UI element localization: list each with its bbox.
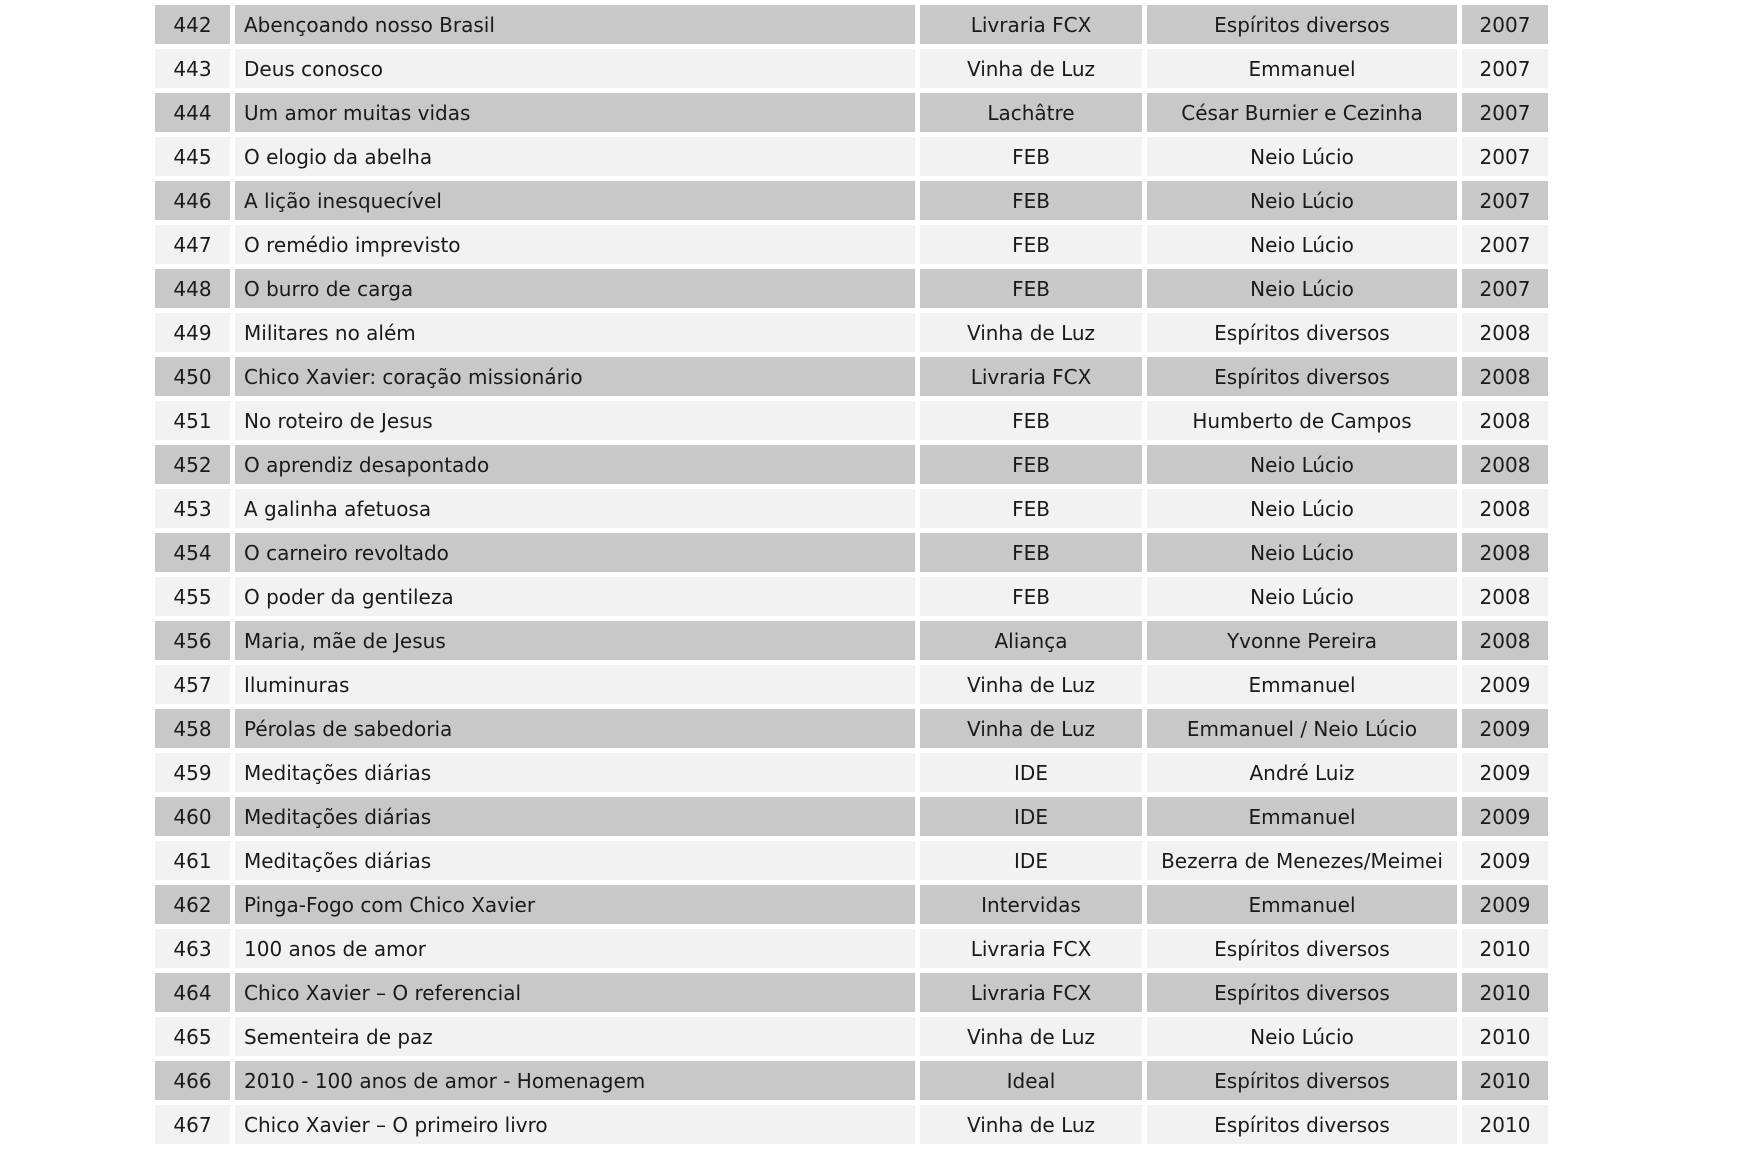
table-row <box>155 973 1548 1012</box>
row-number: 446 <box>155 181 230 220</box>
book-year: 2010 <box>1462 1105 1548 1144</box>
book-year: 2007 <box>1462 181 1548 220</box>
row-number: 447 <box>155 225 230 264</box>
book-author: André Luiz <box>1147 753 1457 792</box>
book-publisher: Ideal <box>920 1061 1142 1100</box>
book-year: 2009 <box>1462 841 1548 880</box>
book-publisher: Vinha de Luz <box>920 313 1142 352</box>
table-row <box>155 621 1548 660</box>
table-row <box>155 5 1548 44</box>
book-title: Meditações diárias <box>235 841 915 880</box>
book-title: No roteiro de Jesus <box>235 401 915 440</box>
book-year: 2010 <box>1462 973 1548 1012</box>
table-row <box>155 225 1548 264</box>
book-year: 2008 <box>1462 577 1548 616</box>
book-title: 100 anos de amor <box>235 929 915 968</box>
book-author: César Burnier e Cezinha <box>1147 93 1457 132</box>
book-year: 2008 <box>1462 489 1548 528</box>
row-number: 443 <box>155 49 230 88</box>
table-row <box>155 533 1548 572</box>
table-row <box>155 709 1548 748</box>
book-title: Chico Xavier – O referencial <box>235 973 915 1012</box>
row-number: 457 <box>155 665 230 704</box>
book-publisher: IDE <box>920 841 1142 880</box>
row-number: 449 <box>155 313 230 352</box>
book-table-body <box>155 5 1548 1144</box>
book-year: 2008 <box>1462 401 1548 440</box>
table-row <box>155 445 1548 484</box>
book-title: Chico Xavier: coração missionário <box>235 357 915 396</box>
table-row <box>155 577 1548 616</box>
book-author: Emmanuel <box>1147 797 1457 836</box>
row-number: 461 <box>155 841 230 880</box>
book-publisher: Livraria FCX <box>920 973 1142 1012</box>
book-title: Iluminuras <box>235 665 915 704</box>
table-row <box>155 665 1548 704</box>
book-author: Neio Lúcio <box>1147 489 1457 528</box>
row-number: 442 <box>155 5 230 44</box>
table-row <box>155 401 1548 440</box>
book-publisher: Intervidas <box>920 885 1142 924</box>
table-row <box>155 93 1548 132</box>
row-number: 453 <box>155 489 230 528</box>
book-year: 2009 <box>1462 885 1548 924</box>
row-number: 462 <box>155 885 230 924</box>
table-row <box>155 489 1548 528</box>
table-row <box>155 49 1548 88</box>
row-number: 458 <box>155 709 230 748</box>
table-row <box>155 269 1548 308</box>
book-title: Militares no além <box>235 313 915 352</box>
row-number: 466 <box>155 1061 230 1100</box>
book-publisher: FEB <box>920 445 1142 484</box>
book-year: 2010 <box>1462 1017 1548 1056</box>
table-row <box>155 885 1548 924</box>
book-year: 2009 <box>1462 797 1548 836</box>
row-number: 444 <box>155 93 230 132</box>
book-title: Deus conosco <box>235 49 915 88</box>
row-number: 445 <box>155 137 230 176</box>
book-author: Espíritos diversos <box>1147 929 1457 968</box>
book-author: Neio Lúcio <box>1147 269 1457 308</box>
book-publisher: Aliança <box>920 621 1142 660</box>
row-number: 464 <box>155 973 230 1012</box>
book-publisher: IDE <box>920 797 1142 836</box>
book-author: Espíritos diversos <box>1147 1061 1457 1100</box>
row-number: 456 <box>155 621 230 660</box>
book-title: 2010 - 100 anos de amor - Homenagem <box>235 1061 915 1100</box>
book-title: Um amor muitas vidas <box>235 93 915 132</box>
row-number: 450 <box>155 357 230 396</box>
book-year: 2007 <box>1462 269 1548 308</box>
book-year: 2007 <box>1462 49 1548 88</box>
book-title: Maria, mãe de Jesus <box>235 621 915 660</box>
book-author: Emmanuel <box>1147 885 1457 924</box>
book-author: Neio Lúcio <box>1147 137 1457 176</box>
book-publisher: FEB <box>920 489 1142 528</box>
book-year: 2008 <box>1462 533 1548 572</box>
book-title: O aprendiz desapontado <box>235 445 915 484</box>
table-row <box>155 1061 1548 1100</box>
row-number: 467 <box>155 1105 230 1144</box>
book-title: Meditações diárias <box>235 797 915 836</box>
book-publisher: FEB <box>920 577 1142 616</box>
book-author: Emmanuel <box>1147 49 1457 88</box>
book-title: O poder da gentileza <box>235 577 915 616</box>
table-row <box>155 1105 1548 1144</box>
table-row <box>155 797 1548 836</box>
book-year: 2010 <box>1462 929 1548 968</box>
book-publisher: FEB <box>920 533 1142 572</box>
table-row <box>155 753 1548 792</box>
table-row <box>155 137 1548 176</box>
book-year: 2009 <box>1462 665 1548 704</box>
book-year: 2007 <box>1462 5 1548 44</box>
row-number: 454 <box>155 533 230 572</box>
table-row <box>155 841 1548 880</box>
book-table <box>150 0 1553 1149</box>
book-publisher: Livraria FCX <box>920 5 1142 44</box>
book-publisher: Vinha de Luz <box>920 709 1142 748</box>
book-author: Espíritos diversos <box>1147 357 1457 396</box>
book-publisher: FEB <box>920 181 1142 220</box>
table-row <box>155 181 1548 220</box>
row-number: 463 <box>155 929 230 968</box>
table-row <box>155 313 1548 352</box>
row-number: 459 <box>155 753 230 792</box>
book-author: Espíritos diversos <box>1147 313 1457 352</box>
table-row <box>155 929 1548 968</box>
book-title: O burro de carga <box>235 269 915 308</box>
book-title: Meditações diárias <box>235 753 915 792</box>
row-number: 448 <box>155 269 230 308</box>
book-year: 2008 <box>1462 313 1548 352</box>
book-publisher: IDE <box>920 753 1142 792</box>
book-title: Sementeira de paz <box>235 1017 915 1056</box>
book-title: A galinha afetuosa <box>235 489 915 528</box>
book-title: Pérolas de sabedoria <box>235 709 915 748</box>
row-number: 451 <box>155 401 230 440</box>
book-publisher: Livraria FCX <box>920 357 1142 396</box>
row-number: 452 <box>155 445 230 484</box>
book-author: Neio Lúcio <box>1147 533 1457 572</box>
book-title: O remédio imprevisto <box>235 225 915 264</box>
book-year: 2008 <box>1462 621 1548 660</box>
book-author: Espíritos diversos <box>1147 973 1457 1012</box>
book-publisher: Vinha de Luz <box>920 49 1142 88</box>
book-author: Neio Lúcio <box>1147 445 1457 484</box>
book-title: Abençoando nosso Brasil <box>235 5 915 44</box>
book-year: 2010 <box>1462 1061 1548 1100</box>
book-title: O elogio da abelha <box>235 137 915 176</box>
book-year: 2008 <box>1462 445 1548 484</box>
book-title: Chico Xavier – O primeiro livro <box>235 1105 915 1144</box>
book-publisher: FEB <box>920 225 1142 264</box>
book-year: 2007 <box>1462 93 1548 132</box>
book-publisher: Livraria FCX <box>920 929 1142 968</box>
table-row <box>155 1017 1548 1056</box>
book-author: Neio Lúcio <box>1147 577 1457 616</box>
book-author: Neio Lúcio <box>1147 1017 1457 1056</box>
row-number: 465 <box>155 1017 230 1056</box>
book-author: Neio Lúcio <box>1147 225 1457 264</box>
book-publisher: FEB <box>920 269 1142 308</box>
book-author: Neio Lúcio <box>1147 181 1457 220</box>
book-publisher: FEB <box>920 137 1142 176</box>
book-title: Pinga-Fogo com Chico Xavier <box>235 885 915 924</box>
book-publisher: Vinha de Luz <box>920 1105 1142 1144</box>
table-row <box>155 357 1548 396</box>
book-author: Humberto de Campos <box>1147 401 1457 440</box>
book-author: Espíritos diversos <box>1147 5 1457 44</box>
book-year: 2007 <box>1462 137 1548 176</box>
book-year: 2009 <box>1462 753 1548 792</box>
book-author: Emmanuel <box>1147 665 1457 704</box>
row-number: 455 <box>155 577 230 616</box>
book-title: A lição inesquecível <box>235 181 915 220</box>
book-publisher: Vinha de Luz <box>920 665 1142 704</box>
book-author: Bezerra de Menezes/Meimei <box>1147 841 1457 880</box>
book-author: Espíritos diversos <box>1147 1105 1457 1144</box>
book-year: 2009 <box>1462 709 1548 748</box>
row-number: 460 <box>155 797 230 836</box>
book-title: O carneiro revoltado <box>235 533 915 572</box>
book-author: Emmanuel / Neio Lúcio <box>1147 709 1457 748</box>
book-publisher: FEB <box>920 401 1142 440</box>
book-publisher: Vinha de Luz <box>920 1017 1142 1056</box>
book-author: Yvonne Pereira <box>1147 621 1457 660</box>
book-publisher: Lachâtre <box>920 93 1142 132</box>
book-year: 2008 <box>1462 357 1548 396</box>
book-year: 2007 <box>1462 225 1548 264</box>
